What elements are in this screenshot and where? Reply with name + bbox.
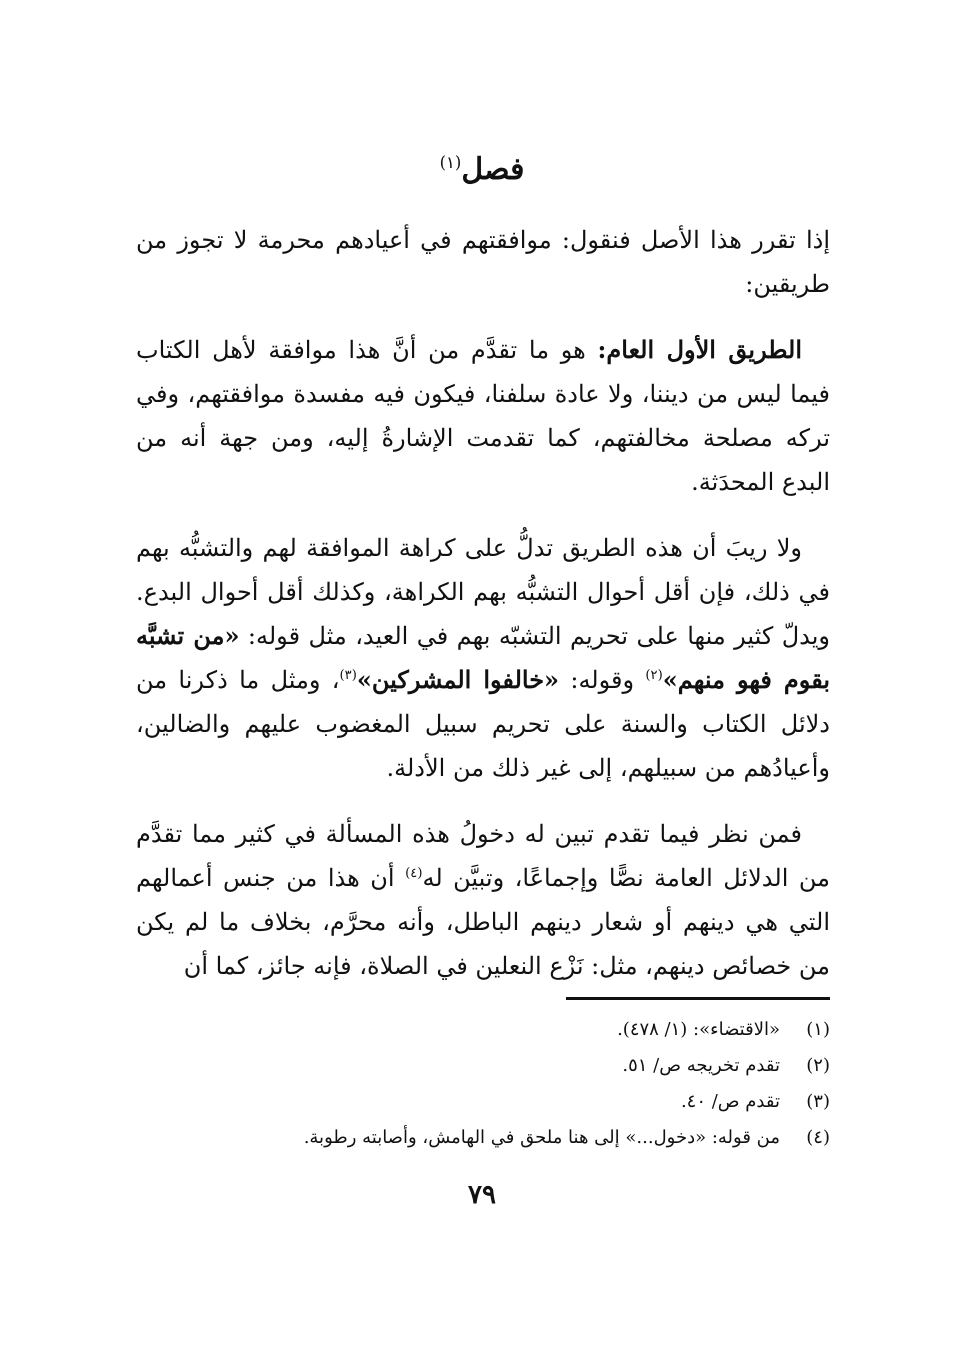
paragraph-1	[136, 218, 830, 306]
main-text	[136, 218, 830, 1010]
footnote-ref-4: (٤)	[405, 866, 423, 881]
footnote-text: تقدم تخريجه ص/ ٥١.	[622, 1055, 780, 1076]
footnote-item	[136, 1084, 830, 1120]
footnote-item	[136, 1120, 830, 1156]
paragraph-4-text-a: فمن نظر فيما تقدم تبين له دخولُ هذه المسألة في كثير مما تقدَّم من الدلائل العامة نصًّا وإجماعًا، وتبيَّن له	[136, 820, 830, 892]
paragraph-3-text-b: وقوله:	[559, 666, 646, 694]
footnote-text: من قوله: «دخول...» إلى هنا ملحق في الهامش، وأصابته رطوبة.	[303, 1127, 780, 1148]
paragraph-4-text-b: أن هذا من جنس أعمالهم التي هي دينهم أو شعار دينهم الباطل، وأنه محرَّم، بخلاف ما لم يكن من خصائص دينهم، مثل: نَزْع النعلين في الصلاة، فإنه جائز، كما أن	[136, 864, 830, 980]
footnote-text: «الاقتضاء»: (١/ ٤٧٨).	[617, 1019, 780, 1040]
footnote-ref-3: (٣)	[339, 668, 357, 683]
paragraph-2	[136, 328, 830, 504]
hadith-quote-2: «خالفوا المشركين»	[356, 665, 560, 694]
footnote-separator	[566, 997, 830, 1000]
footnote-text: تقدم ص/ ٤٠.	[680, 1091, 780, 1112]
footnote-number: (١)	[806, 1019, 830, 1040]
hadith-quote-1: «من تشبَّه بقوم فهو منهم»	[136, 621, 831, 694]
footnotes	[136, 1012, 830, 1156]
paragraph-4	[136, 812, 830, 988]
paragraph-1-text: إذا تقرر هذا الأصل فنقول: موافقتهم في أعيادهم محرمة لا تجوز من طريقين:	[136, 226, 830, 298]
footnote-number: (٤)	[806, 1127, 830, 1148]
section-title: فصل	[461, 152, 525, 187]
footnote-item	[136, 1048, 830, 1084]
footnote-ref-2: (٢)	[645, 668, 663, 683]
paragraph-2-text: هو ما تقدَّم من أنَّ هذا موافقة لأهل الكتاب فيما ليس من ديننا، ولا عادة سلفنا، فيكون فيه مفسدة موافقتهم، وفي تركه مصلحة مخالفتهم، كما تقدمت الإشارةُ إليه، ومن جهة أنه من البدع المحدَثة.	[136, 336, 830, 496]
section-heading	[0, 148, 964, 192]
paragraph-3-text-c: ، ومثل ما ذكرنا من دلائل الكتاب والسنة على تحريم سبيل المغضوب عليهم والضالين، وأعيادُهم من سبيلهم، إلى غير ذلك من الأدلة.	[136, 666, 830, 782]
paragraph-3	[136, 526, 830, 790]
paragraph-2-lead: الطريق الأول العام:	[597, 335, 802, 364]
footnote-item	[136, 1012, 830, 1048]
footnote-ref-1: (١)	[439, 153, 462, 172]
footnote-number: (٣)	[806, 1091, 830, 1112]
paragraph-3-text-a: ولا ريبَ أن هذه الطريق تدلُّ على كراهة الموافقة لهم والتشبُّه بهم في ذلك، فإن أقل أحوال التشبُّه بهم الكراهة، وكذلك أقل أحوال البدع. ويدلّ كثير منها على تحريم التشبّه بهم في العيد، مثل قوله:	[136, 534, 831, 650]
page-number: ٧٩	[468, 1180, 496, 1210]
footnote-number: (٢)	[806, 1055, 830, 1076]
